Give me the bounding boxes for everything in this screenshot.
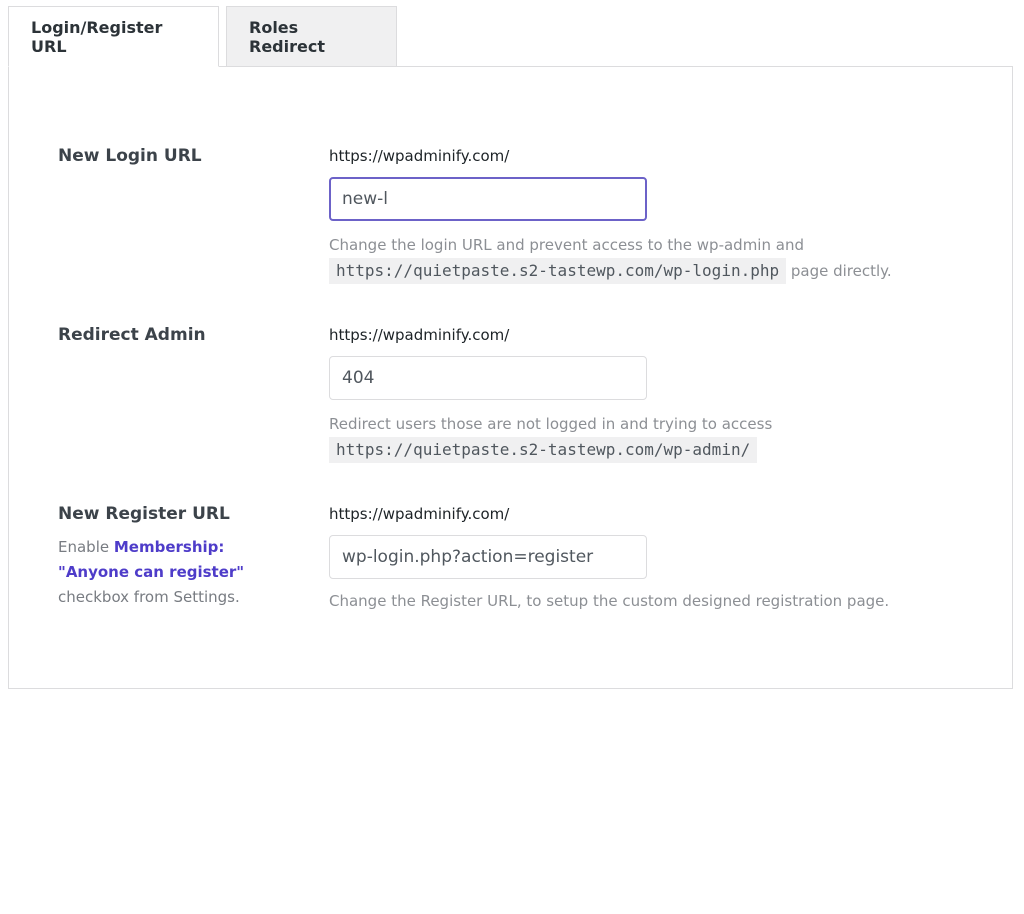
register-url-label: New Register URL — [58, 504, 230, 524]
login-url-label: New Login URL — [58, 146, 202, 166]
settings-panel — [8, 66, 1013, 689]
register-note-suffix: checkbox from Settings. — [58, 588, 240, 606]
login-url-description — [329, 232, 989, 284]
membership-setting-link[interactable]: Membership: — [113, 538, 225, 556]
register-url-label-column — [58, 503, 278, 610]
tab-bar — [8, 6, 397, 67]
login-url-desc-code: https://quietpaste.s2-tastewp.com/wp-login.php — [329, 258, 786, 284]
register-url-note — [58, 535, 278, 610]
login-url-field-column — [329, 145, 989, 284]
redirect-admin-label: Redirect Admin — [58, 325, 206, 345]
register-url-description: Change the Register URL, to setup the custom designed registration page. — [329, 592, 890, 610]
register-note-prefix: Enable — [58, 538, 110, 556]
anyone-can-register-link[interactable]: "Anyone can register" — [58, 563, 245, 581]
tab-login-register-url[interactable]: Login/Register URL — [8, 6, 219, 67]
tab-roles-redirect[interactable]: Roles Redirect — [226, 6, 397, 67]
login-url-desc-suffix: page directly. — [790, 262, 892, 280]
login-url-prefix: https://wpadminify.com/ — [329, 147, 510, 165]
redirect-admin-label-column — [58, 324, 278, 346]
register-url-prefix: https://wpadminify.com/ — [329, 505, 510, 523]
redirect-admin-prefix: https://wpadminify.com/ — [329, 326, 510, 344]
register-url-field-column — [329, 503, 989, 614]
redirect-admin-input[interactable] — [329, 356, 647, 400]
login-url-input[interactable] — [329, 177, 647, 221]
login-url-desc-text: Change the login URL and prevent access to the wp-admin and — [329, 236, 804, 254]
login-url-label-column — [58, 145, 278, 167]
redirect-admin-field-column — [329, 324, 989, 463]
redirect-admin-desc-text: Redirect users those are not logged in and trying to access — [329, 415, 773, 433]
register-url-input[interactable] — [329, 535, 647, 579]
redirect-admin-description — [329, 411, 989, 463]
redirect-admin-desc-code: https://quietpaste.s2-tastewp.com/wp-admin/ — [329, 437, 757, 463]
